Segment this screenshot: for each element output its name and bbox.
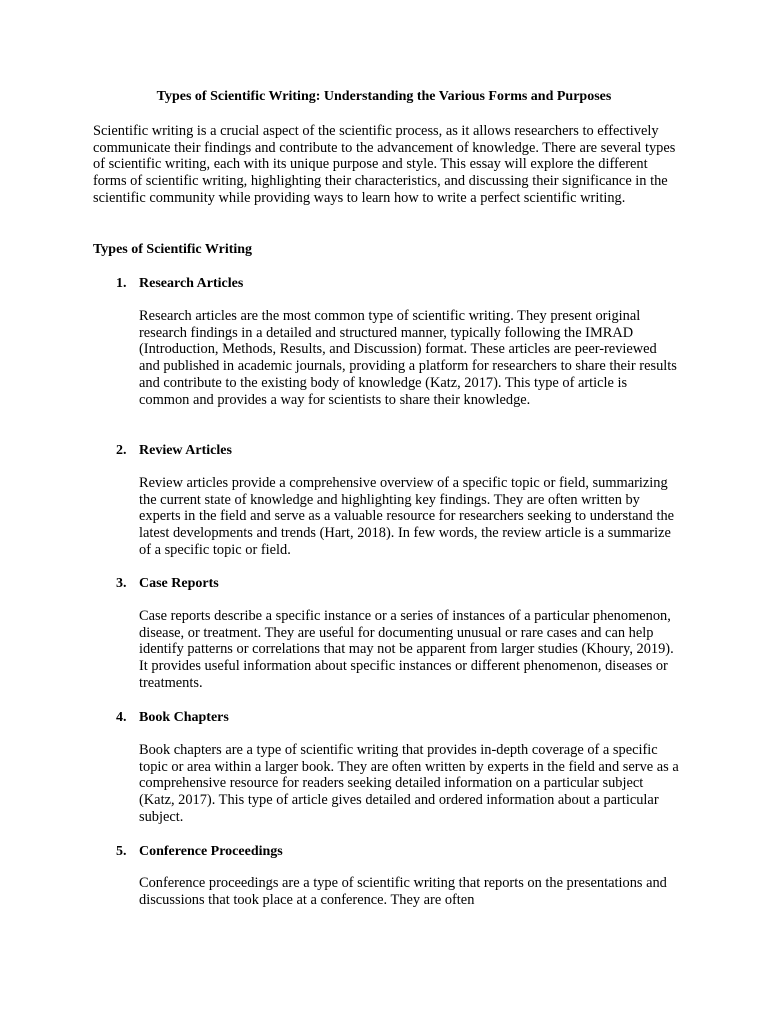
list-item-heading: [116, 709, 229, 726]
list-item-body: Conference proceedings are a type of scientific writing that reports on the presentations and discussions that took place at a conference. They are often: [139, 875, 667, 908]
list-item-heading: [116, 575, 219, 592]
list-item-number: 1.: [116, 276, 127, 291]
list-item-number: 5.: [116, 844, 127, 859]
intro-paragraph: Scientific writing is a crucial aspect of the scientific process, as it allows researchers to effectively communicate their findings and contribute to the advancement of knowledge. There are several types of scientific writing, each with its unique purpose and style. This essay will explore the different forms of scientific writing, highlighting their characteristics, and discussing their significance in the scientific community while providing ways to learn how to write a perfect scientific writing.: [93, 123, 676, 206]
section-heading: Types of Scientific Writing: [93, 242, 253, 257]
list-item-body: Case reports describe a specific instance or a series of instances of a particular phenomenon, disease, or treatment. They are useful for documenting unusual or rare cases and can help identify patterns or correlations that may not be apparent from larger studies (Khoury, 2019). It provides useful information about specific instances or different phenomenon, diseases or treatments.: [139, 608, 674, 691]
list-item-body: Research articles are the most common type of scientific writing. They present original research findings in a detailed and structured manner, typically following the IMRAD (Introduction, Methods, Results, and Discussion) format. These articles are peer-reviewed and published in academic journals, providing a platform for researchers to share their results and contribute to the existing body of knowledge (Katz, 2017). This type of article is common and provides a way for scientists to share their knowledge.: [139, 308, 677, 408]
list-item-heading: [116, 275, 243, 292]
list-item-title: Case Reports: [139, 576, 219, 591]
list-item-heading: [116, 442, 232, 459]
document-title: Types of Scientific Writing: Understanding the Various Forms and Purposes: [156, 89, 612, 104]
list-item-number: 3.: [116, 576, 127, 591]
list-item-body: Review articles provide a comprehensive overview of a specific topic or field, summarizing the current state of knowledge and highlighting key findings. They are often written by experts in the field and serve as a valuable resource for researchers seeking to understand the latest developments and trends (Hart, 2018). In few words, the review article is a summarize of a specific topic or field.: [139, 475, 675, 558]
list-item-number: 2.: [116, 443, 127, 458]
list-item-title: Book Chapters: [139, 710, 229, 725]
list-item-title: Conference Proceedings: [139, 844, 283, 859]
list-item-body: Book chapters are a type of scientific writing that provides in-depth coverage of a specific topic or area within a larger book. They are often written by experts in the field and serve as a comprehensive resource for readers seeking detailed information on a particular subject (Katz, 2017). This type of article gives detailed and ordered information about a particular subject.: [139, 742, 679, 825]
list-item-number: 4.: [116, 710, 127, 725]
list-item-title: Review Articles: [139, 443, 232, 458]
list-item-heading: [116, 843, 283, 860]
list-item-title: Research Articles: [139, 276, 244, 291]
